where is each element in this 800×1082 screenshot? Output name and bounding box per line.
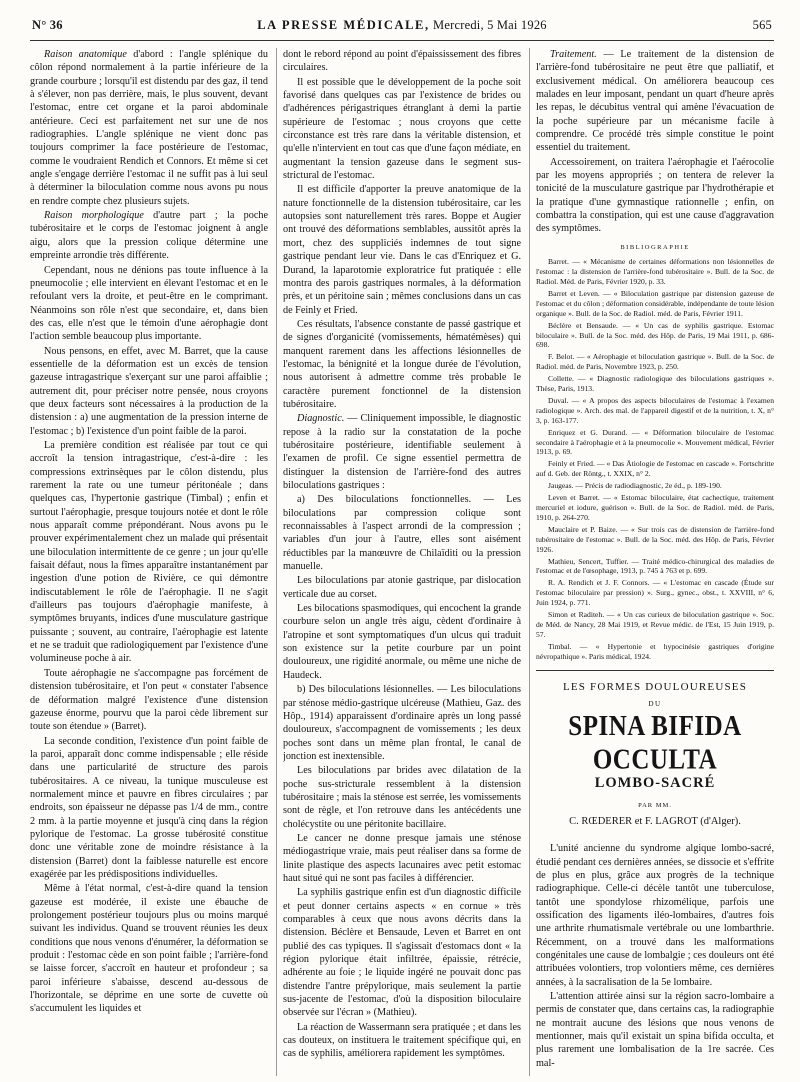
paragraph-text: Les biloculations par atonie gastrique, par dislocation verticale due au corset. <box>283 575 521 600</box>
paragraph <box>30 439 268 666</box>
bibliography <box>536 257 774 661</box>
paragraph <box>536 48 774 155</box>
article-by-line: PAR MM. <box>638 801 672 809</box>
paragraph-text: Les biloculations par brides avec dilatation de la poche sus-stricturale ressemblent à la distension tubérositaire ; mais la sténose est serrée, les vomissements sont de règle, et l'on retrouve dans les antécédents une cholécystite ou une péritonite bacillaire. <box>283 765 521 830</box>
paragraph-text: La première condition est réalisée par tout ce qui accroît la tension intragastrique, c'est-à-dire : les compressions extrinsèques par le côlon distendu, plus rarement la rate ou une tumeur péritonéale ; dans quelques cas, l'hypertonie gastrique (Timbal) ; enfin et surtout l'aérophagie, presque toujours notée et dont le rôle nous apparaît comme prépondérant. Nous avons pu le prouver expérimentalement chez un malade qui présentait une biloculation intermittente de ce genre ; un jour qu'elle faisait défaut, nous la fîmes apparaître instantanément par ingestion d'une potion de Rivière, ce qui démontre indiscutablement le rôle de l'aérophagie. Il ne s'agit d'ailleurs pas toujours d'aérophagie manifeste, à symptômes bruyants, indices d'une musculature gastrique puissante ; souvent, au contraire, l'aérophagie est latente et ne se traduit que radiologiquement par l'existence d'une volumineuse poche à air. <box>30 439 268 665</box>
paragraph <box>30 735 268 882</box>
paragraph-text: Toute aérophagie ne s'accompagne pas forcément de distension tubérositaire, et l'on peut « constater l'absence de déformation malgré l'existence d'une distension gazeuse énorme, pourvu que la paroi cède librement sur toute son étendue » (Barret). <box>30 667 268 733</box>
text-column-3 <box>536 48 774 1076</box>
paragraph-text: Les bilocations spasmodiques, qui encochent la grande courbure selon un angle très aigu, cèdent d'ordinaire à l'atropine et sont symptomatiques d'un ulcus qui traduit son existence sur la petite courbure par un point douloureux, une rigidité anormale, ou même une niche de Haudeck. <box>283 603 521 681</box>
paragraph-text: d'abord : l'angle splénique du côlon répond normalement à la partie inférieure de la grande courbure ; lorsqu'il est distendu par des gaz, il tend à s'élever, non pas derrière, mais, le plus souvent, devant l'estomac, entre cet organe et la paroi abdominale antérieure. Ceci est parfaitement net sur une de nos radiographies. L'angle splénique ne vient donc pas toujours comprimer la face postérieure de l'estomac, comme le voudraient Rendich et Connors. Et même si cet angle s'engage derrière l'estomac il ne suffit pas à lui seul à déterminer la biloculation comme nous avons pu nous en rendre compte chez plusieurs sujets. <box>30 49 268 207</box>
paragraph <box>283 76 521 183</box>
paragraph <box>30 48 268 208</box>
paragraph <box>283 886 521 1019</box>
paragraph <box>283 183 521 316</box>
running-title <box>92 18 712 33</box>
paragraph-text: — Le traitement de la distension de l'arrière-fond tubérositaire ne peut être que palliatif, et exclusivement médical. On améliorera beaucoup ces malades en leur imposant, pendant un quart d'heure après les repas, le décubitus ventral qui amène l'évacuation de la poche supérieure par un mécanisme facile à comprendre. Ce procédé très simple constitue le point essentiel du traitement. <box>536 49 774 154</box>
paragraph-lead: Diagnostic. <box>297 413 345 425</box>
column-divider <box>529 48 530 1076</box>
paragraph-text: Nous pensons, en effet, avec M. Barret, que la cause essentielle de la déformation est un excès de tension gazeuse intragastrique s'exerçant sur une paroi affaiblie ; autrement dit, pour préciser notre pensée, nous croyons que deux facteurs sont nécessaires à la production de la distension : a) une augmentation de la pression interne de l'estomac ; b) l'existence d'un point faible de la paroi. <box>30 345 268 437</box>
paragraph-text: — Cliniquement impossible, le diagnostic repose à la radio sur la constatation de la poche tubérositaire postérieure, identifiable seulement à l'examen de profil. Ce signe essentiel permettra de distinguer la distension de l'arrière-fond des autres biloculations gastriques : <box>283 413 521 491</box>
article-title-connector: DU <box>648 699 662 708</box>
paragraph <box>283 602 521 682</box>
paragraph <box>30 667 268 734</box>
paragraph-text: Il est difficile d'apporter la preuve anatomique de la nature fonctionnelle de la distension tubérositaire, car les autopsies sont naturellement très rares. Boppe et Augier ont trouvé des déformations semblables, aussitôt après la mort, chez des suppliciés indemnes de tout signe gastrique pendant leur vie. Dans le cas d'Enriquez et G. Durand, la laparotomie exploratrice fut pratiquée : elle montra des parois gastriques normales, à la déformation près, et un péritoine sain ; mêmes conclusions dans un cas de Feinly et Fried. <box>283 184 521 316</box>
paragraph-text: La syphilis gastrique enfin est d'un diagnostic difficile et peut donner certains aspects « en cornue » très comparables à ceux que nous avons décrits dans la distension. Béclère et Bensaude, Leven et Barret en ont publié des cas typiques. Il s'agissait d'estomacs dont « la région pylorique était infiltrée, épaissie, rétrécie, adhérente au foie ; le liquide ingéré ne pouvait donc pas distendre l'antre prépylorique, mais seulement la partie sus-jacente de l'estomac, d'où la disposition biloculaire observée sur l'écran » (Mathieu). <box>283 887 521 1019</box>
paragraph <box>283 574 521 601</box>
paragraph <box>283 318 521 411</box>
bibliography-heading: BIBLIOGRAPHIE <box>620 243 690 251</box>
bibliography-entry: Barret et Leven. — « Biloculation gastrique par distension gazeuse de l'estomac et du côlon ; déformation considérable, indépendante de toute lésion organique ». Bull. de la Soc. de Radiol. méd. de Paris, Février 1911. <box>536 288 774 318</box>
paragraph-text: Même à l'état normal, c'est-à-dire quand la tension gazeuse est modérée, il existe une ébauche de prolongement postérieur toujours plus ou moins marqué suivant les individus. Quand se trouvent réunies les deux conditions que nous venons d'énumérer, la déformation se produit : l'estomac cède en son point faible ; l'arrière-fond se laisse forcer, s'accroît en hauteur et profondeur ; sa paroi inférieure s'abaisse, descend au-dessous de l'horizontale, se déprime en une sorte de cuvette où s'accumulent les liquides et <box>30 883 268 1015</box>
paragraph-text: d'autre part ; la poche tubérositaire et le corps de l'estomac joignent à angle aigu, alors que la pression colique détermine une empreinte arrondie très différente. <box>30 210 268 262</box>
paragraph-text: a) Des biloculations fonctionnelles. — Les biloculations par compression colique sont reconnaissables à l'aspect arrondi de la compression ; variables d'un jour à l'autre, elles sont aisément réductibles par la manœuvre de Chilaïditi ou la pression manuelle. <box>283 494 521 573</box>
paragraph-text: La seconde condition, l'existence d'un point faible de la paroi, apparaît donc comme indispensable ; elle réside dans une particularité de structure des parois tubérositaires. A ce niveau, la tunique musculeuse est normalement mince et pauvre en fibres circulaires ; par endroits, son épaisseur ne dépasse pas 1/4 de mm., contre 2 mm. à la partie moyenne et jusqu'à cinq dans la région pylorique de l'estomac. La grosse tubérosité constitue donc une véritable zone de moindre résistance à la distension (Barret) dont la faiblesse naturelle est encore exagérée par les prédispositions individuelles. <box>30 735 268 880</box>
article-supertitle: LES FORMES DOULOUREUSES <box>562 680 748 693</box>
paragraph <box>283 832 521 885</box>
paragraph <box>283 48 521 75</box>
header-rule <box>30 40 774 41</box>
paragraph <box>30 882 268 1015</box>
bibliography-entry: Duval. — « A propos des aspects biloculaires de l'estomac à l'examen radiologique ». Arch. des mal. de l'appareil digestif et de la nutrition, t. X, n° 3, p. 163-177. <box>536 395 774 425</box>
paragraph-text: La réaction de Wassermann sera pratiquée ; et dans les cas douteux, on instituera le traitement spécifique qui, en cas de syphilis, améliorera rapidement les symptômes. <box>283 1021 521 1060</box>
paragraph-text: Il est possible que le développement de la poche soit favorisé dans quelques cas par l'existence de brides ou d'adhérences périgastriques étranglant à demi la partie supérieure de l'estomac ; nous croyons que cette circonstance est très rare dans la véritable distension, et qu'elle n'intervient en tout cas que d'une façon médiate, en augmentant la tension gazeuse dans le segment sus-strictural de l'estomac. <box>283 76 521 182</box>
paragraph-lead: Traitement. <box>550 49 597 60</box>
paragraph <box>283 683 521 763</box>
journal-name: LA PRESSE MÉDICALE, <box>257 18 430 32</box>
paragraph-text: Cependant, nous ne dénions pas toute influence à la pneumocolie ; elle intervient en élevant l'estomac et en le refoulant vers la droite, et peut-être en le comprimant. Néanmoins son rôle n'est que secondaire, et, dans bien des cas, elle n'est que le témoin d'une aérophagie dont l'action semble beaucoup plus importante. <box>30 264 268 343</box>
paragraph <box>283 764 521 831</box>
paragraph <box>536 156 774 236</box>
bibliography-entry: Leven et Barret. — « Estomac biloculaire, état cachectique, traitement mercuriel et iodure, guérison ». Bull. de la Soc. de Radiol. méd. de Paris, 1910, p. 264-270. <box>536 493 774 522</box>
bibliography-entry: Simon et Raditeh. — « Un cas curieux de biloculation gastrique ». Soc. de Méd. de Nancy, 28 Mai 1919, et Revue médic. de l'Est, 15 Juin 1919, p. 57. <box>536 610 774 639</box>
bibliography-entry: Barret. — « Mécanisme de certaines déformations non lésionnelles de l'estomac : la distension de l'arrière-fond tubérositaire ». Bull. de la Soc. de Radiol. Méd. de Paris, Février 1920, p. 33. <box>536 257 774 286</box>
bibliography-entry: Enriquez et G. Durand. — « Déformation biloculaire de l'estomac secondaire à l'aérophagie et à la pneumocolie ». Mouvement médical, Février 1913, p. 69. <box>536 427 774 457</box>
bibliography-entry: Collette. — « Diagnostic radiologique des biloculations gastriques ». Thèse, Paris, 1913. <box>536 374 774 394</box>
article-separator <box>536 670 774 671</box>
paragraph-text: b) Des biloculations lésionnelles. — Les biloculations par sténose médio-gastrique ulcéreuse (Mathieu, Gaz. des Hôp., 1914) apparaissent d'ordinaire après un long passé douloureux, s'accompagnent de vomissements ; les deux poches sont dans un même plan frontal, le canal de jonction est inextensible. <box>283 684 521 762</box>
bibliography-entry: Mathieu, Sencert, Tuffier. — Traité médico-chirurgical des maladies de l'estomac et de l'œsophage, 1913, p. 745 à 763 et p. 699. <box>536 556 774 576</box>
paragraph <box>30 264 268 344</box>
article-authors: C. RŒDERER et F. LAGROT (d'Alger). <box>569 815 741 827</box>
page-number: 565 <box>752 18 772 32</box>
issue-number: N° 36 <box>32 18 63 32</box>
bibliography-entry: Jaugeas. — Précis de radiodiagnostic, 2e éd., p. 189-190. <box>548 481 722 491</box>
paragraph-text: Accessoirement, on traitera l'aérophagie et l'aérocolie par les moyens appropriés ; on tentera de relever la tonicité de la musculature gastrique par l'hydrothérapie et la pratique d'une gymnastique rationnelle ; enfin, on combattra la constipation, qui est une cause d'aggravation des symptômes. <box>536 156 774 235</box>
text-column-1 <box>30 48 268 1076</box>
paragraph <box>30 209 268 262</box>
paragraph-lead: Raison morphologique <box>44 210 144 222</box>
paragraph <box>30 345 268 438</box>
column-divider <box>276 48 277 1076</box>
article-subtitle: LOMBO-SACRÉ <box>594 775 716 792</box>
bibliography-entry: F. Belot. — « Aérophagie et biloculation gastrique ». Bull. de la Soc. de Radiol. méd. de Paris, Novembre 1923, p. 250. <box>536 352 774 372</box>
bibliography-entry: Feinly et Fried. — « Das Ätiologie de l'estomac en cascade ». Fortschritte auf d. Geb. der Röntg., t. XXIX, n° 2. <box>536 459 774 479</box>
paragraph-text: Le cancer ne donne presque jamais une sténose médiogastrique vraie, mais peut réaliser dans sa forme de linite plastique des aspects lacunaires avec petit estomac haut situé qui ne sont pas faciles à différencier. <box>283 832 521 884</box>
paragraph-text: Ces résultats, l'absence constante de passé gastrique et de signes d'organicité (vomissements, hématémèses) qui manquent rarement dans les affections lésionnelles de l'estomac, la bénignité et la longue durée de l'évolution, nous autorisent à admettre comme très probable le caractère purement fonctionnel de la distension tubérositaire. <box>283 318 521 410</box>
issue-date: Mercredi, 5 Mai 1926 <box>433 18 547 32</box>
bibliography-entry: Béclère et Bensaude. — « Un cas de syphilis gastrique. Estomac biloculaire ». Bull. de la Soc. méd. des Hôp. de Paris, 19 Mai 1911, p. 686-698. <box>536 320 774 350</box>
paragraph <box>283 1021 521 1061</box>
paragraph-text: dont le rebord répond au point d'épaississement des fibres circulaires. <box>283 49 521 74</box>
paragraph: L'attention attirée ainsi sur la région sacro-lombaire a permis de constater que, dans certains cas, la radiographie ne montrait aucune des lésions que nous venons de mentionner, mais qu'il existait un spina bifida occulta, et plus rarement une lombalisation de la 1re sacrée. Ces mal- <box>536 991 774 1069</box>
paragraph <box>283 412 521 492</box>
bibliography-entry: Timbal. — « Hypertonie et hypocinésie gastriques d'origine névropathique ». Paris médical, 1924. <box>536 641 774 661</box>
article-body <box>536 842 774 1070</box>
paragraph: L'unité ancienne du syndrome algique lombo-sacré, étudié pendant ces dernières années, se dissocie et s'effrite de plus en plus, grâce aux progrès de la technique radiographique. Celle-ci décèle tantôt une tuberculose, tantôt une spondylose rhizomélique, parfois une ossification des ligaments iléo-lombaires, d'autres fois une arthrite rhumatismale vertébrale ou une lombarthrie. Récemment, on a trouvé dans les malformations congénitales une cause de lombalgie ; ces douleurs ont été attribuées volontiers, trop volontiers même, ces dernières années, à la sacralisation de la 5e lombaire. <box>536 843 774 988</box>
paragraph-lead: Raison anatomique <box>44 49 127 60</box>
page-header <box>32 18 772 40</box>
paragraph <box>283 493 521 573</box>
text-column-2 <box>283 48 521 1076</box>
bibliography-entry: R. A. Rendich et J. F. Connors. — « L'estomac en cascade (Étude sur l'estomac biloculaire par pression) ». Surg., gynec., obst., t. XXVIII, n° 6, Juin 1924, p. 771. <box>536 578 774 608</box>
bibliography-entry: Mauclaire et P. Baize. — « Sur trois cas de distension de l'arrière-fond tubérositaire de l'estomac ». Bull. de la Soc. méd. des Hôp. de Paris, Février 1926. <box>536 524 774 554</box>
article-title: SPINA BIFIDA OCCULTA <box>568 711 742 776</box>
